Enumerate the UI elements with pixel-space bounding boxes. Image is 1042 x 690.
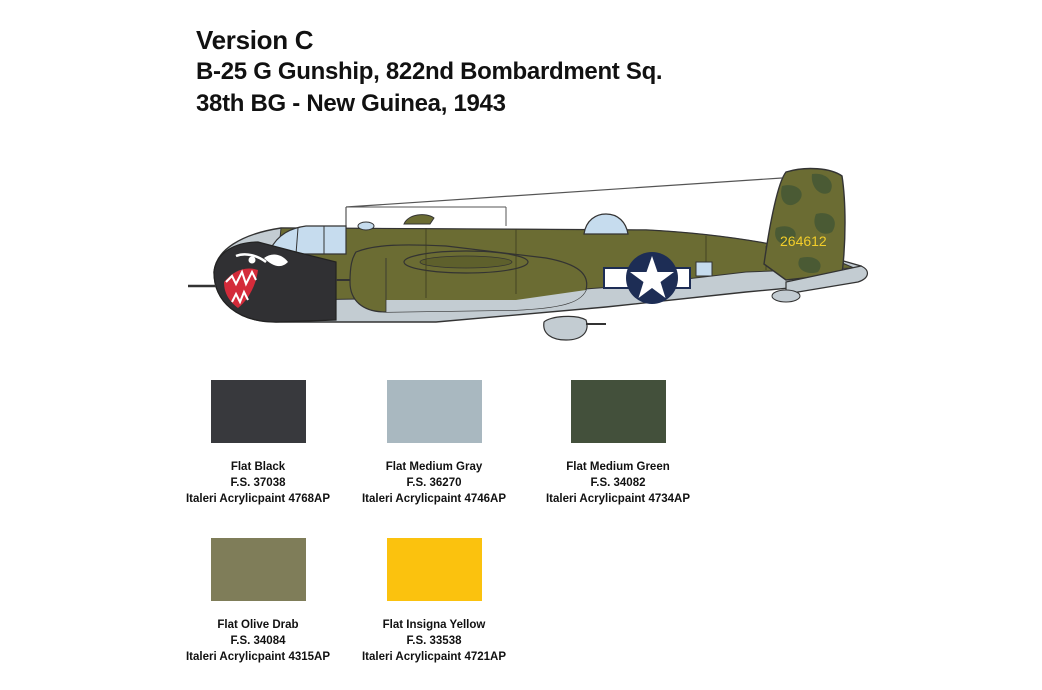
swatch-paint-code: Italeri Acrylicpaint 4768AP [185,493,331,505]
swatch-flat-medium-gray [387,380,482,443]
swatch-card-flat-insigna-yellow [334,538,534,665]
swatch-fs-code: F.S. 33538 [406,635,462,647]
aircraft-illustration [186,162,876,347]
swatch-flat-black [211,380,306,443]
swatch-fs-code: F.S. 34084 [230,635,286,647]
top-turret [584,214,628,234]
swatch-fs-code: F.S. 34082 [590,477,646,489]
aircraft-title: B-25 G Gunship, 822nd Bombardment Sq. [196,58,663,85]
swatch-name: Flat Olive Drab [217,619,299,631]
swatch-flat-olive-drab [211,538,306,601]
swatch-card-flat-medium-green [518,380,718,507]
swatch-paint-code: Italeri Acrylicpaint 4734AP [545,493,691,505]
swatch-paint-code: Italeri Acrylicpaint 4746AP [361,493,507,505]
swatch-flat-insigna-yellow [387,538,482,601]
swatch-name: Flat Black [230,461,286,473]
swatch-flat-medium-green [571,380,666,443]
antenna-wire [346,178,782,207]
swatch-card-flat-black [158,380,358,507]
swatch-name: Flat Medium Gray [385,461,483,473]
swatch-card-flat-medium-gray [334,380,534,507]
swatch-fs-code: F.S. 37038 [230,477,286,489]
swatch-card-flat-olive-drab [158,538,358,665]
tail-number: 264612 [780,233,827,249]
swatch-paint-code: Italeri Acrylicpaint 4721AP [361,651,507,663]
version-title: Version C [196,25,314,55]
swatch-name: Flat Medium Green [566,461,670,473]
swatch-name: Flat Insigna Yellow [382,619,486,631]
title-block [196,24,662,120]
landing-gear-fairing [544,316,587,340]
swatch-paint-code: Italeri Acrylicpaint 4315AP [185,651,331,663]
swatch-fs-code: F.S. 36270 [406,477,462,489]
unit-title: 38th BG - New Guinea, 1943 [196,90,506,117]
